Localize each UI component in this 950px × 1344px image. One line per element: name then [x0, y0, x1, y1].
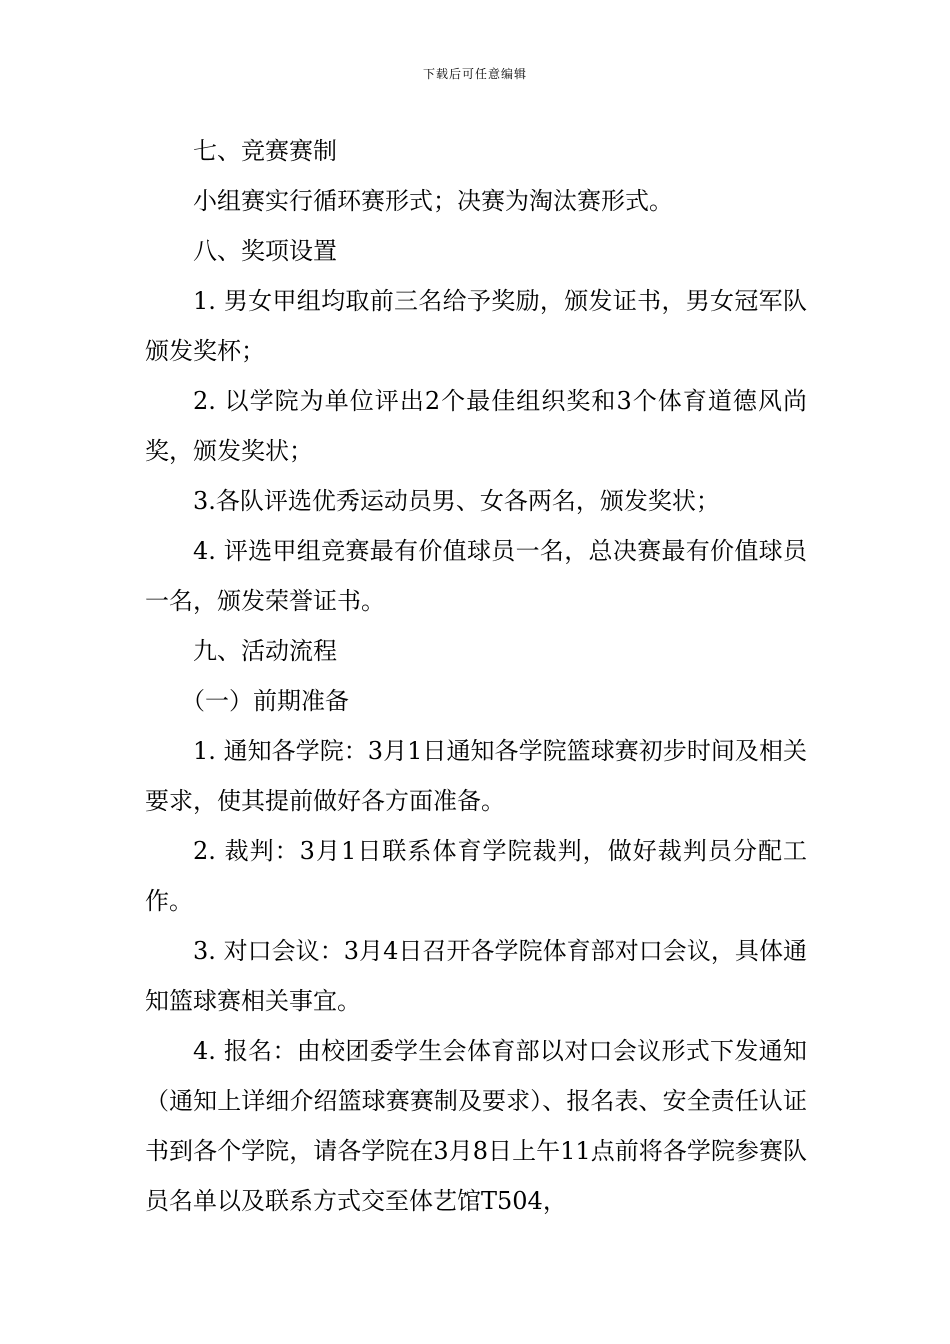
paragraph-award-4: 4. 评选甲组竞赛最有价值球员一名，总决赛最有价值球员一名，颁发荣誉证书。 [145, 537, 807, 615]
paragraph-prep-1: 1. 通知各学院：3月1日通知各学院篮球赛初步时间及相关要求，使其提前做好各方面准备。 [145, 737, 807, 815]
section-heading-awards: 八、奖项设置 [193, 237, 337, 265]
section-heading-competition-format: 七、竞赛赛制 [193, 137, 337, 165]
document-body [145, 126, 807, 1226]
paragraph-prep-4: 4. 报名：由校团委学生会体育部以对口会议形式下发通知（通知上详细介绍篮球赛赛制及要求）、报名表、安全责任认证书到各个学院，请各学院在3月8日上午11点前将各学院参赛队员名单以及联系方式交至体艺馆T504， [145, 1037, 807, 1215]
paragraph-award-1: 1. 男女甲组均取前三名给予奖励，颁发证书，男女冠军队颁发奖杯； [145, 287, 807, 365]
paragraph-award-2: 2. 以学院为单位评出2个最佳组织奖和3个体育道德风尚奖，颁发奖状； [145, 387, 807, 465]
paragraph-competition-format: 小组赛实行循环赛形式；决赛为淘汰赛形式。 [193, 187, 673, 215]
paragraph-prep-3: 3. 对口会议：3月4日召开各学院体育部对口会议，具体通知篮球赛相关事宜。 [145, 937, 807, 1015]
section-heading-process: 九、活动流程 [193, 637, 337, 665]
page-header: 下载后可任意编辑 [422, 67, 527, 81]
paragraph-prep-2: 2. 裁判：3月1日联系体育学院裁判，做好裁判员分配工作。 [145, 837, 807, 915]
paragraph-award-3: 3.各队评选优秀运动员男、女各两名，颁发奖状； [193, 487, 720, 515]
subsection-heading-preparation: （一）前期准备 [181, 687, 349, 715]
